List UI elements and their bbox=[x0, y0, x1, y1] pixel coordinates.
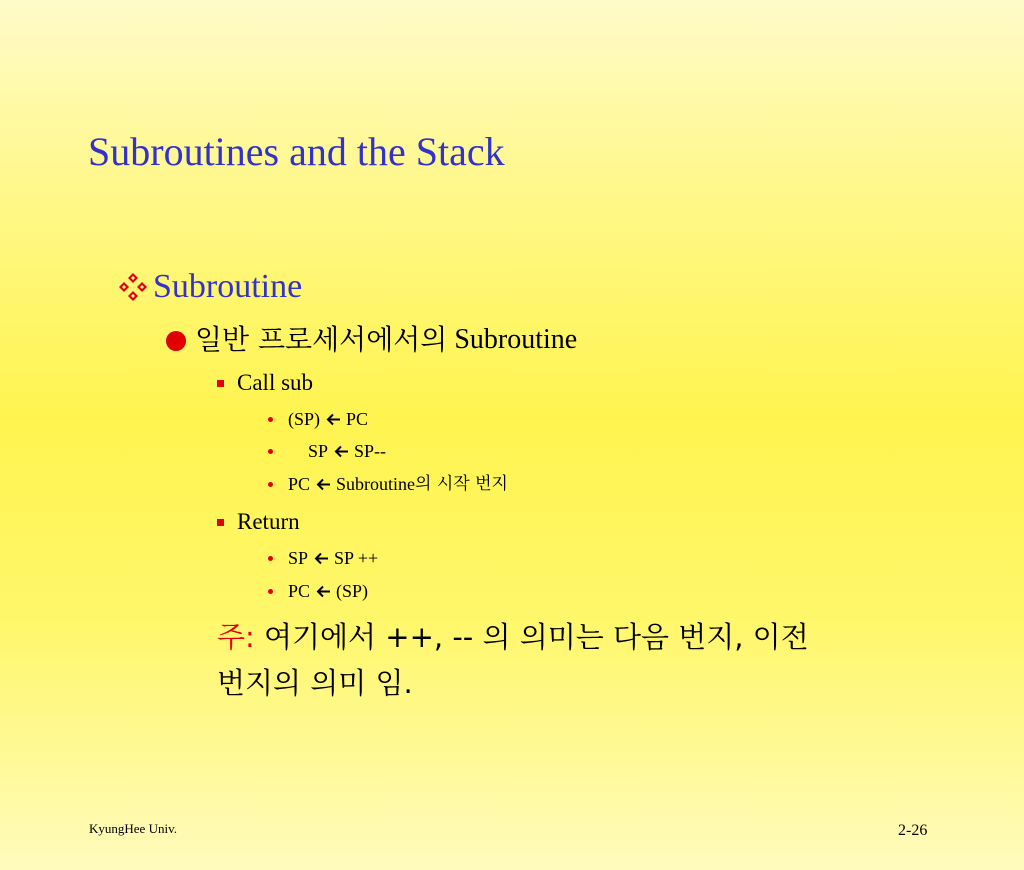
item-right: (SP) bbox=[336, 581, 369, 601]
note-prefix: 주: bbox=[217, 620, 255, 654]
red-square-icon bbox=[217, 519, 224, 526]
note-text-1: 여기에서 ++, -- 의 의미는 다음 번지, 이전 bbox=[254, 620, 809, 654]
subheading-english: Subroutine bbox=[447, 324, 578, 355]
diamond-cluster-icon bbox=[116, 271, 150, 303]
left-arrow-icon bbox=[316, 585, 331, 598]
heading-subroutine bbox=[116, 267, 302, 307]
red-bullet-icon bbox=[268, 449, 273, 454]
list-item bbox=[268, 472, 508, 496]
item-right: Subroutine bbox=[336, 474, 416, 494]
left-arrow-icon bbox=[326, 413, 341, 426]
red-square-icon bbox=[217, 380, 224, 387]
note bbox=[217, 615, 897, 706]
left-arrow-icon bbox=[314, 552, 329, 565]
item-right: SP-- bbox=[354, 441, 387, 461]
item-left: PC bbox=[288, 581, 311, 601]
section-call-sub bbox=[217, 368, 313, 398]
note-text-2: 번지의 의미 임. bbox=[217, 666, 413, 700]
list-item bbox=[268, 546, 378, 570]
red-dot-icon bbox=[166, 331, 186, 351]
left-arrow-icon bbox=[334, 445, 349, 458]
item-suffix: 의 시작 번지 bbox=[415, 474, 508, 494]
list-item bbox=[268, 439, 386, 463]
list-item bbox=[268, 579, 368, 603]
item-left: PC bbox=[288, 474, 311, 494]
footer-university: KyungHee Univ. bbox=[89, 821, 177, 836]
subheading bbox=[166, 322, 577, 358]
item-right: SP ++ bbox=[334, 548, 379, 568]
section-return bbox=[217, 507, 300, 537]
note-line-1 bbox=[217, 615, 897, 661]
item-left: SP bbox=[288, 548, 309, 568]
item-left: SP bbox=[308, 441, 329, 461]
subheading-korean: 일반 프로세서에서의 bbox=[195, 323, 448, 356]
section-label: Call sub bbox=[237, 370, 314, 395]
red-bullet-icon bbox=[268, 589, 273, 594]
page-number: 2-26 bbox=[898, 822, 928, 839]
item-right: PC bbox=[346, 409, 369, 429]
red-bullet-icon bbox=[268, 556, 273, 561]
item-left: (SP) bbox=[288, 409, 321, 429]
red-bullet-icon bbox=[268, 417, 273, 422]
list-item bbox=[268, 407, 368, 431]
left-arrow-icon bbox=[316, 478, 331, 491]
heading-text: Subroutine bbox=[153, 268, 303, 305]
section-label: Return bbox=[237, 509, 300, 534]
slide-title: Subroutines and the Stack bbox=[88, 129, 505, 174]
red-bullet-icon bbox=[268, 482, 273, 487]
